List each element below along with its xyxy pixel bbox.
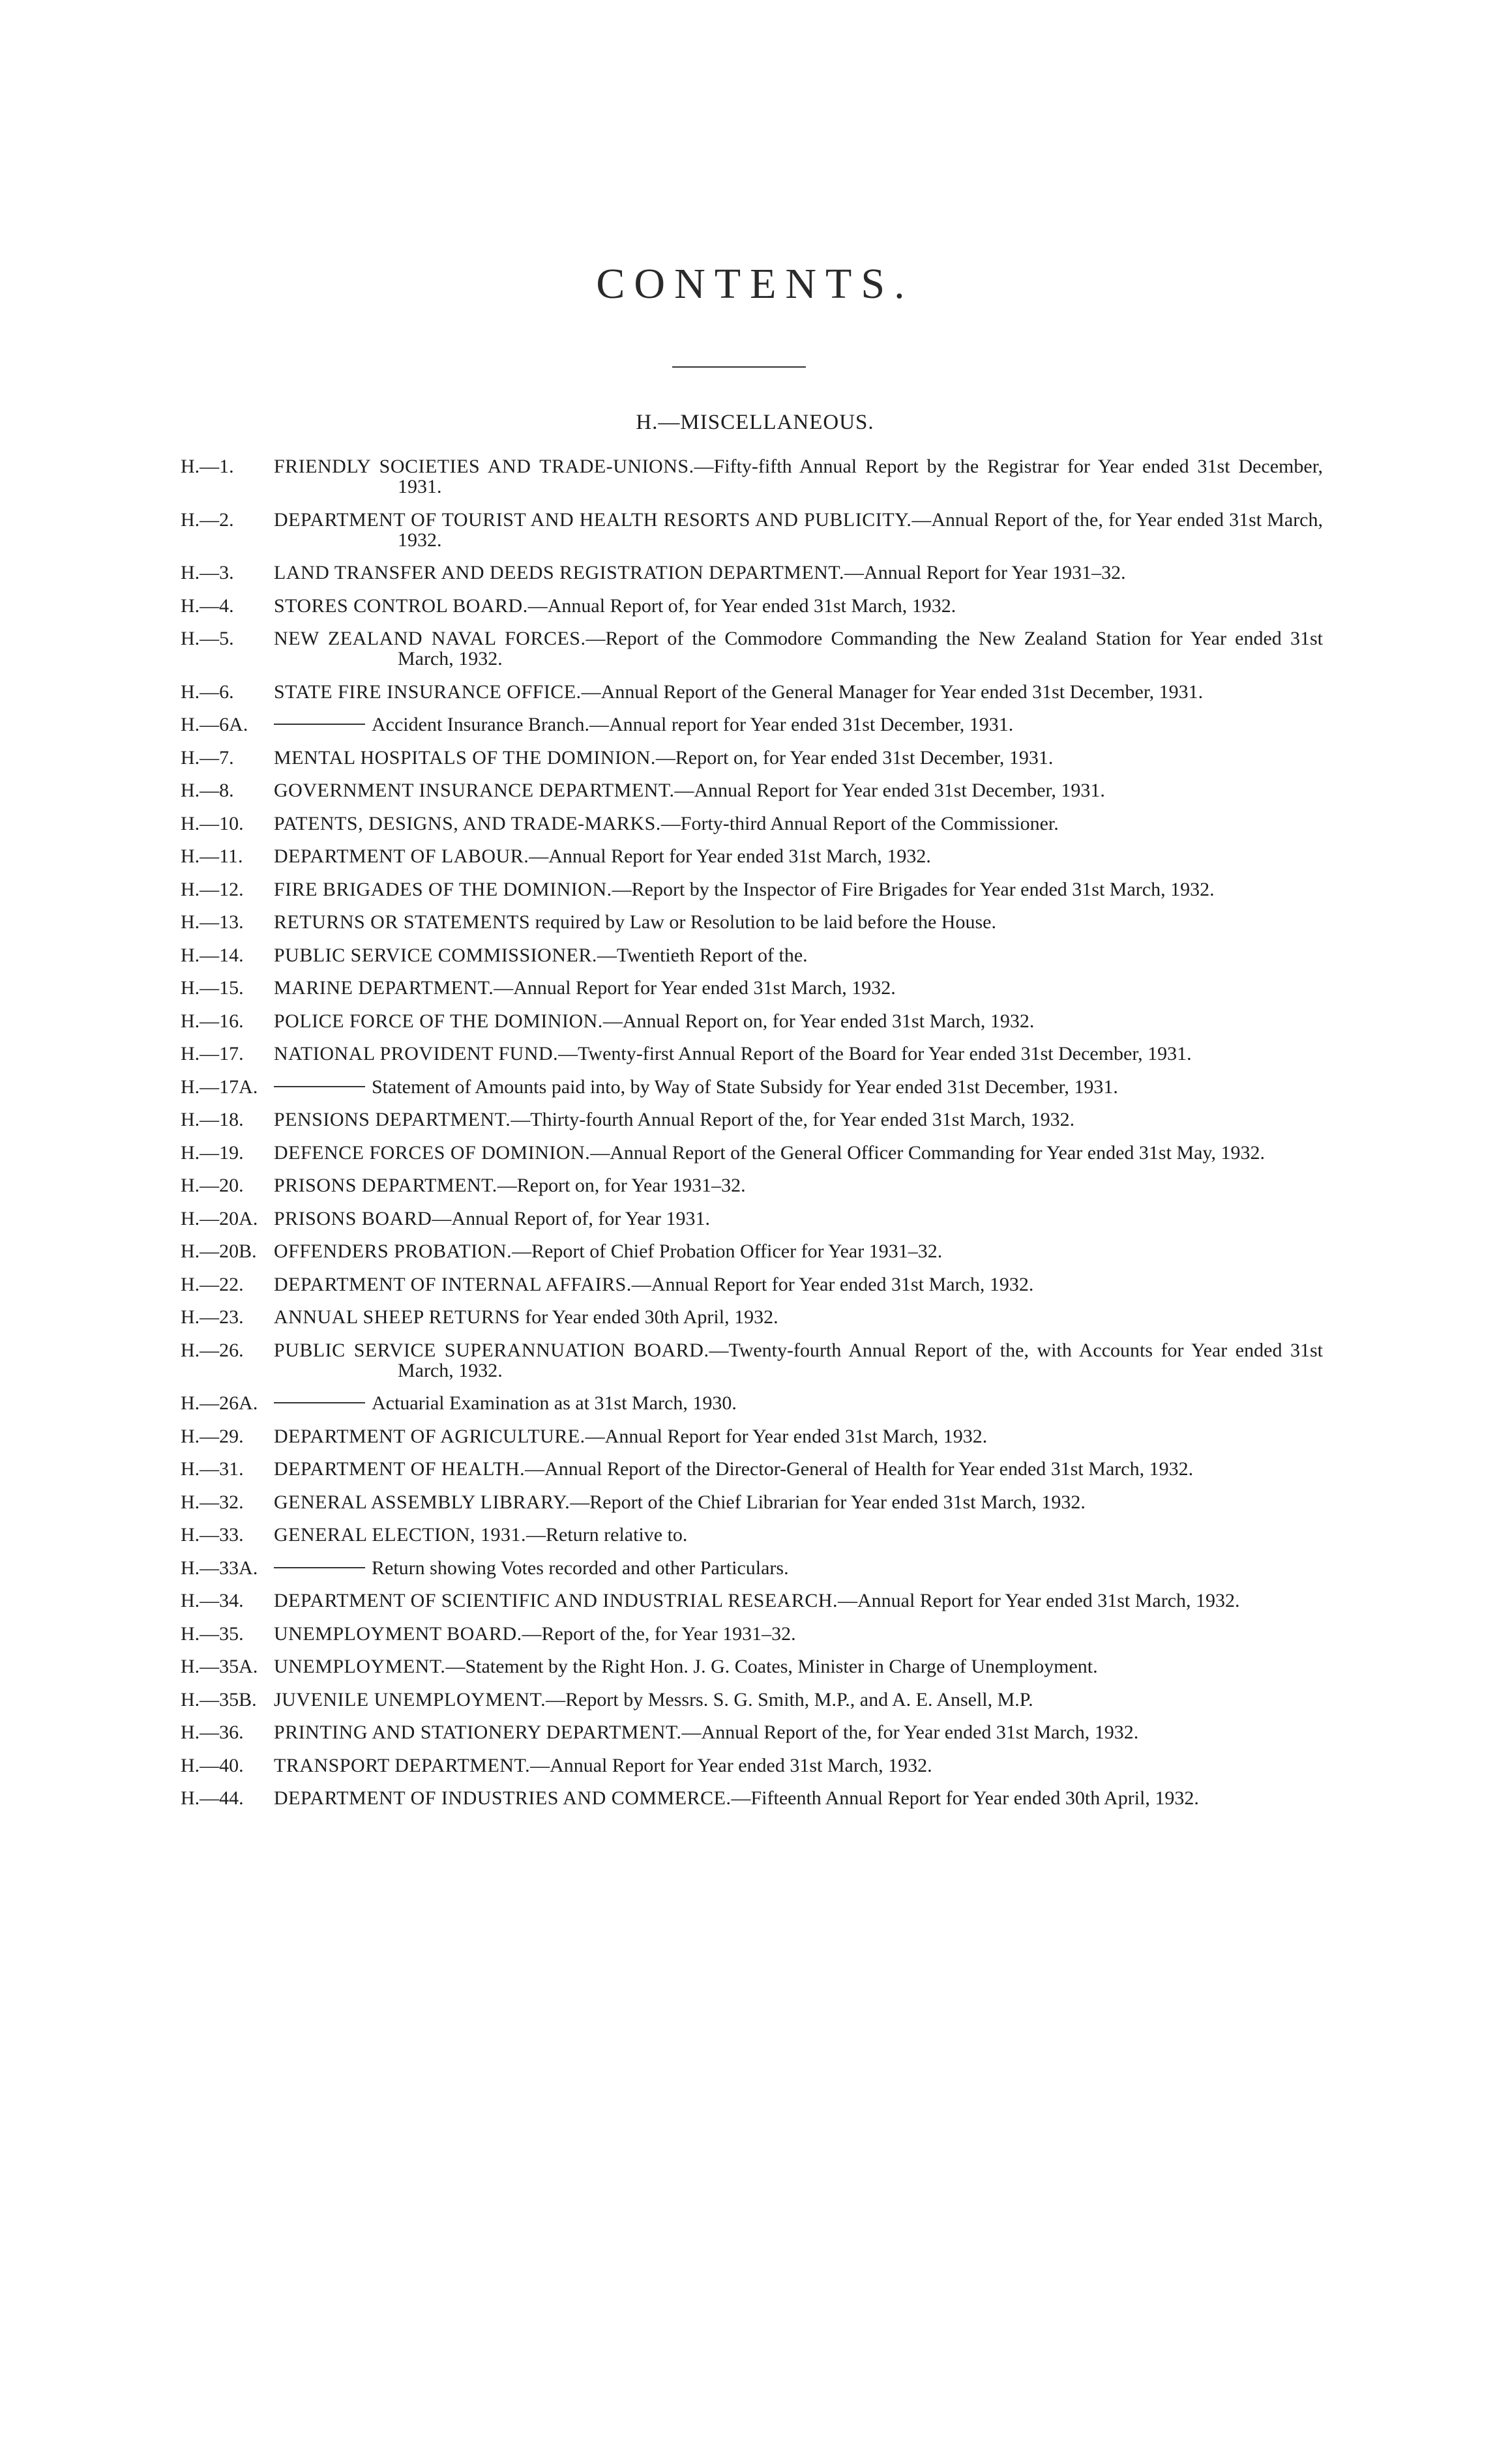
entry-code: H.—11. [181, 845, 243, 867]
contents-entry [181, 628, 1323, 669]
entry-code: H.—33A. [181, 1557, 258, 1579]
contents-entry [181, 1175, 1323, 1195]
entry-text [274, 1690, 1323, 1710]
contents-entry [181, 1459, 1323, 1479]
entry-code: H.—16. [181, 1010, 244, 1032]
entry-code: H.—20B. [181, 1240, 257, 1262]
entry-text [274, 628, 1323, 669]
entry-heading: NATIONAL PROVIDENT FUND. [274, 1043, 559, 1064]
entry-description: —Annual Report of, for Year 1931. [432, 1207, 711, 1229]
entry-code: H.—29. [181, 1425, 244, 1447]
entry-code: H.—6. [181, 681, 234, 703]
entry-text [274, 563, 1323, 583]
entry-code: H.—12. [181, 878, 244, 900]
entry-text [274, 1722, 1323, 1742]
ditto-rule [274, 1402, 365, 1403]
entry-heading: LAND TRANSFER AND DEEDS REGISTRATION DEPARTMENT. [274, 562, 845, 583]
page-title: CONTENTS. [596, 260, 914, 308]
contents-entry [181, 1624, 1323, 1644]
entry-description: Actuarial Examination as at 31st March, 1930. [372, 1392, 737, 1414]
contents-entry [181, 814, 1323, 834]
entry-heading: POLICE FORCE OF THE DOMINION. [274, 1010, 603, 1032]
entry-description: —Annual Report for Year ended 31st March, 1932. [530, 1754, 932, 1776]
entry-heading: DEPARTMENT OF SCIENTIFIC AND INDUSTRIAL RESEARCH. [274, 1590, 838, 1611]
entry-code: H.—17. [181, 1043, 244, 1064]
entry-text [274, 879, 1323, 900]
entry-code: H.—31. [181, 1458, 244, 1480]
entry-heading: PRINTING AND STATIONERY DEPARTMENT. [274, 1722, 682, 1743]
entry-code: H.—13. [181, 911, 244, 933]
entry-text [274, 1624, 1323, 1644]
entry-description: —Annual Report for Year ended 31st March, 1932. [529, 845, 931, 867]
entry-code: H.—10. [181, 812, 244, 834]
entry-description: —Twenty-first Annual Report of the Board for Year ended 31st December, 1931. [558, 1043, 1192, 1064]
contents-entry [181, 456, 1323, 497]
contents-entry [181, 879, 1323, 900]
entry-text [274, 1340, 1323, 1381]
entry-text [274, 846, 1323, 866]
contents-entry [181, 1077, 1323, 1097]
entry-heading: GENERAL ASSEMBLY LIBRARY. [274, 1491, 570, 1513]
entry-text [274, 456, 1323, 497]
entry-heading: DEPARTMENT OF INTERNAL AFFAIRS. [274, 1273, 632, 1295]
contents-entry [181, 1340, 1323, 1381]
contents-entry [181, 1393, 1323, 1413]
entry-description: —Fifteenth Annual Report for Year ended 30th April, 1932. [731, 1787, 1199, 1809]
entry-heading: ANNUAL SHEEP RETURNS [274, 1306, 520, 1328]
entry-text [274, 912, 1323, 932]
entry-description: —Statement by the Right Hon. J. G. Coates, Minister in Charge of Unemployment. [445, 1656, 1098, 1677]
entry-code: H.—35. [181, 1622, 244, 1645]
entry-heading: TRANSPORT DEPARTMENT. [274, 1754, 531, 1776]
entry-text [274, 1656, 1323, 1677]
entry-heading: DEPARTMENT OF HEALTH. [274, 1458, 526, 1480]
entry-heading: GENERAL ELECTION, 1931. [274, 1524, 526, 1546]
entry-code: H.—35B. [181, 1688, 257, 1710]
contents-entry [181, 1755, 1323, 1776]
contents-entry [181, 1558, 1323, 1578]
contents-entry [181, 1525, 1323, 1545]
contents-entry [181, 1011, 1323, 1031]
entry-text [274, 1558, 1323, 1578]
entry-description: —Annual Report of the, for Year ended 31st March, 1932. [398, 508, 1323, 551]
entry-code: H.—7. [181, 746, 234, 769]
entry-code: H.—1. [181, 456, 234, 477]
entry-description: —Annual Report for Year ended 31st December, 1931. [674, 780, 1105, 801]
entry-text [274, 1525, 1323, 1545]
contents-entry [181, 1274, 1323, 1295]
entry-code: H.—22. [181, 1273, 244, 1295]
entry-heading: RETURNS OR STATEMENTS [274, 911, 531, 933]
entry-text [274, 1459, 1323, 1479]
entry-code: H.—32. [181, 1491, 244, 1513]
entry-text [274, 1209, 1323, 1229]
entry-code: H.—20. [181, 1175, 244, 1196]
entry-description: Accident Insurance Branch.—Annual report for Year ended 31st December, 1931. [372, 714, 1014, 735]
entry-heading: DEPARTMENT OF LABOUR. [274, 845, 529, 867]
entry-heading: PRISONS DEPARTMENT. [274, 1175, 497, 1196]
entry-code: H.—8. [181, 780, 234, 801]
entry-text [274, 682, 1323, 702]
entry-heading: NEW ZEALAND NAVAL FORCES. [274, 628, 586, 649]
entry-heading: DEPARTMENT OF TOURIST AND HEALTH RESORTS AND PUBLICITY. [274, 508, 912, 531]
contents-entry [181, 563, 1323, 583]
title-divider [672, 366, 806, 368]
contents-entry [181, 780, 1323, 800]
entry-heading: STORES CONTROL BOARD. [274, 594, 528, 617]
contents-entry [181, 1788, 1323, 1808]
contents-entry [181, 714, 1323, 735]
entry-description: —Annual Report for Year ended 31st March, 1932. [585, 1425, 988, 1447]
entry-description: —Annual Report for Year ended 31st March, 1932. [494, 977, 896, 999]
contents-entry [181, 978, 1323, 998]
entry-description: —Annual Report of the General Officer Commanding for Year ended 31st May, 1932. [590, 1141, 1265, 1164]
entry-heading: OFFENDERS PROBATION. [274, 1240, 512, 1262]
entry-code: H.—19. [181, 1141, 244, 1164]
ditto-rule [274, 1086, 365, 1087]
entry-description: —Annual Report on, for Year ended 31st March, 1932. [602, 1010, 1035, 1032]
entry-description: —Fifty-fifth Annual Report by the Registrar for Year ended 31st December, 1931. [398, 456, 1323, 497]
entry-description: —Forty-third Annual Report of the Commissioner. [660, 812, 1059, 834]
entry-code: H.—34. [181, 1590, 244, 1611]
contents-list [181, 456, 1323, 1821]
entry-description: —Annual Report for Year ended 31st March, 1932. [838, 1590, 1240, 1611]
entry-text [274, 510, 1323, 550]
entry-description: —Annual Report of the Director-General of Health for Year ended 31st March, 1932. [525, 1458, 1194, 1480]
entry-code: H.—17A. [181, 1076, 258, 1098]
contents-entry [181, 1591, 1323, 1611]
entry-code: H.—40. [181, 1754, 244, 1776]
entry-description: —Report on, for Year 1931–32. [497, 1175, 746, 1196]
entry-code: H.—15. [181, 977, 244, 999]
entry-text [274, 714, 1323, 735]
entry-text [274, 1307, 1323, 1327]
entry-text [274, 1426, 1323, 1446]
entry-description: Return showing Votes recorded and other Particulars. [372, 1557, 789, 1579]
entry-text [274, 1591, 1323, 1611]
ditto-rule [274, 1567, 365, 1568]
contents-entry [181, 1492, 1323, 1512]
entry-heading: UNEMPLOYMENT BOARD. [274, 1622, 522, 1645]
contents-entry [181, 912, 1323, 932]
entry-code: H.—14. [181, 944, 244, 966]
entry-code: H.—26A. [181, 1392, 258, 1414]
contents-entry [181, 682, 1323, 702]
entry-description: —Report of the Commodore Commanding the New Zealand Station for Year ended 31st March, 1932. [398, 628, 1324, 669]
entry-description: —Annual Report for Year 1931–32. [844, 562, 1126, 583]
entry-code: H.—18. [181, 1109, 244, 1130]
entry-code: H.—44. [181, 1787, 244, 1809]
entry-text [274, 1788, 1323, 1808]
entry-code: H.—23. [181, 1306, 244, 1328]
entry-code: H.—35A. [181, 1656, 258, 1677]
section-heading: H.—MISCELLANEOUS. [636, 411, 874, 434]
entry-description: —Report by Messrs. S. G. Smith, M.P., and A. E. Ansell, M.P. [546, 1688, 1033, 1710]
contents-entry [181, 1426, 1323, 1446]
entry-heading: PENSIONS DEPARTMENT. [274, 1109, 511, 1130]
entry-heading: STATE FIRE INSURANCE OFFICE. [274, 681, 582, 703]
entry-description: —Twenty-fourth Annual Report of the, with Accounts for Year ended 31st March, 1932. [398, 1339, 1323, 1381]
contents-entry [181, 1241, 1323, 1261]
entry-text [274, 780, 1323, 800]
contents-entry [181, 1307, 1323, 1327]
entry-code: H.—20A. [181, 1207, 258, 1229]
entry-description: for Year ended 30th April, 1932. [520, 1306, 778, 1328]
entry-text [274, 1492, 1323, 1512]
entry-text [274, 1755, 1323, 1776]
entry-heading: PUBLIC SERVICE COMMISSIONER. [274, 944, 597, 966]
entry-code: H.—2. [181, 508, 234, 531]
entry-heading: GOVERNMENT INSURANCE DEPARTMENT. [274, 780, 675, 801]
contents-entry [181, 945, 1323, 965]
entry-description: —Annual Report of the General Manager for Year ended 31st December, 1931. [581, 681, 1204, 703]
entry-heading: DEFENCE FORCES OF DOMINION. [274, 1141, 591, 1164]
entry-heading: MARINE DEPARTMENT. [274, 977, 494, 999]
contents-entry [181, 1209, 1323, 1229]
entry-description: —Report on, for Year ended 31st December, 1931. [655, 746, 1054, 769]
ditto-rule [274, 724, 365, 725]
contents-entry [181, 846, 1323, 866]
entry-text [274, 596, 1323, 616]
entry-text [274, 1077, 1323, 1097]
entry-text [274, 814, 1323, 834]
entry-heading: UNEMPLOYMENT. [274, 1656, 446, 1677]
entry-description: —Return relative to. [526, 1524, 688, 1546]
entry-description: —Thirty-fourth Annual Report of the, for Year ended 31st March, 1932. [511, 1109, 1075, 1130]
entry-description: —Report by the Inspector of Fire Brigades for Year ended 31st March, 1932. [612, 878, 1215, 900]
entry-text [274, 945, 1323, 965]
entry-description: —Report of Chief Probation Officer for Year 1931–32. [512, 1240, 943, 1262]
contents-entry [181, 510, 1323, 550]
entry-description: required by Law or Resolution to be laid before the House. [530, 911, 996, 933]
entry-description: —Annual Report for Year ended 31st March, 1932. [631, 1273, 1034, 1295]
entry-code: H.—4. [181, 594, 234, 617]
contents-entry [181, 1143, 1323, 1163]
contents-entry [181, 1722, 1323, 1742]
entry-code: H.—6A. [181, 714, 248, 735]
entry-code: H.—5. [181, 628, 234, 649]
entry-heading: FIRE BRIGADES OF THE DOMINION. [274, 878, 612, 900]
entry-description: —Twentieth Report of the. [597, 944, 808, 966]
entry-text [274, 1175, 1323, 1195]
entry-description: Statement of Amounts paid into, by Way of State Subsidy for Year ended 31st December, 1931. [372, 1076, 1118, 1098]
entry-text [274, 748, 1323, 768]
entry-text [274, 1241, 1323, 1261]
contents-entry [181, 748, 1323, 768]
entry-heading: JUVENILE UNEMPLOYMENT. [274, 1688, 546, 1710]
entry-text [274, 1143, 1323, 1163]
entry-code: H.—3. [181, 562, 234, 583]
entry-text [274, 1011, 1323, 1031]
entry-text [274, 1393, 1323, 1413]
entry-heading: PRISONS BOARD [274, 1207, 432, 1229]
entry-description: —Annual Report of, for Year ended 31st March, 1932. [527, 594, 956, 617]
entry-code: H.—33. [181, 1524, 244, 1546]
contents-entry [181, 1656, 1323, 1677]
entry-text [274, 978, 1323, 998]
entry-text [274, 1109, 1323, 1130]
entry-heading: PUBLIC SERVICE SUPERANNUATION BOARD. [274, 1339, 709, 1361]
contents-entry [181, 596, 1323, 616]
entry-description: —Report of the, for Year 1931–32. [522, 1622, 796, 1645]
contents-entry [181, 1690, 1323, 1710]
entry-code: H.—26. [181, 1339, 244, 1361]
entry-heading: MENTAL HOSPITALS OF THE DOMINION. [274, 746, 656, 769]
entry-description: —Annual Report of the, for Year ended 31st March, 1932. [681, 1722, 1139, 1743]
entry-text [274, 1044, 1323, 1064]
entry-code: H.—36. [181, 1722, 244, 1743]
entry-heading: FRIENDLY SOCIETIES AND TRADE-UNIONS. [274, 456, 694, 477]
entry-heading: DEPARTMENT OF AGRICULTURE. [274, 1425, 585, 1447]
entry-text [274, 1274, 1323, 1295]
contents-entry [181, 1109, 1323, 1130]
contents-entry [181, 1044, 1323, 1064]
entry-description: —Report of the Chief Librarian for Year ended 31st March, 1932. [570, 1491, 1086, 1513]
entry-heading: DEPARTMENT OF INDUSTRIES AND COMMERCE. [274, 1787, 732, 1809]
entry-heading: PATENTS, DESIGNS, AND TRADE-MARKS. [274, 812, 661, 834]
